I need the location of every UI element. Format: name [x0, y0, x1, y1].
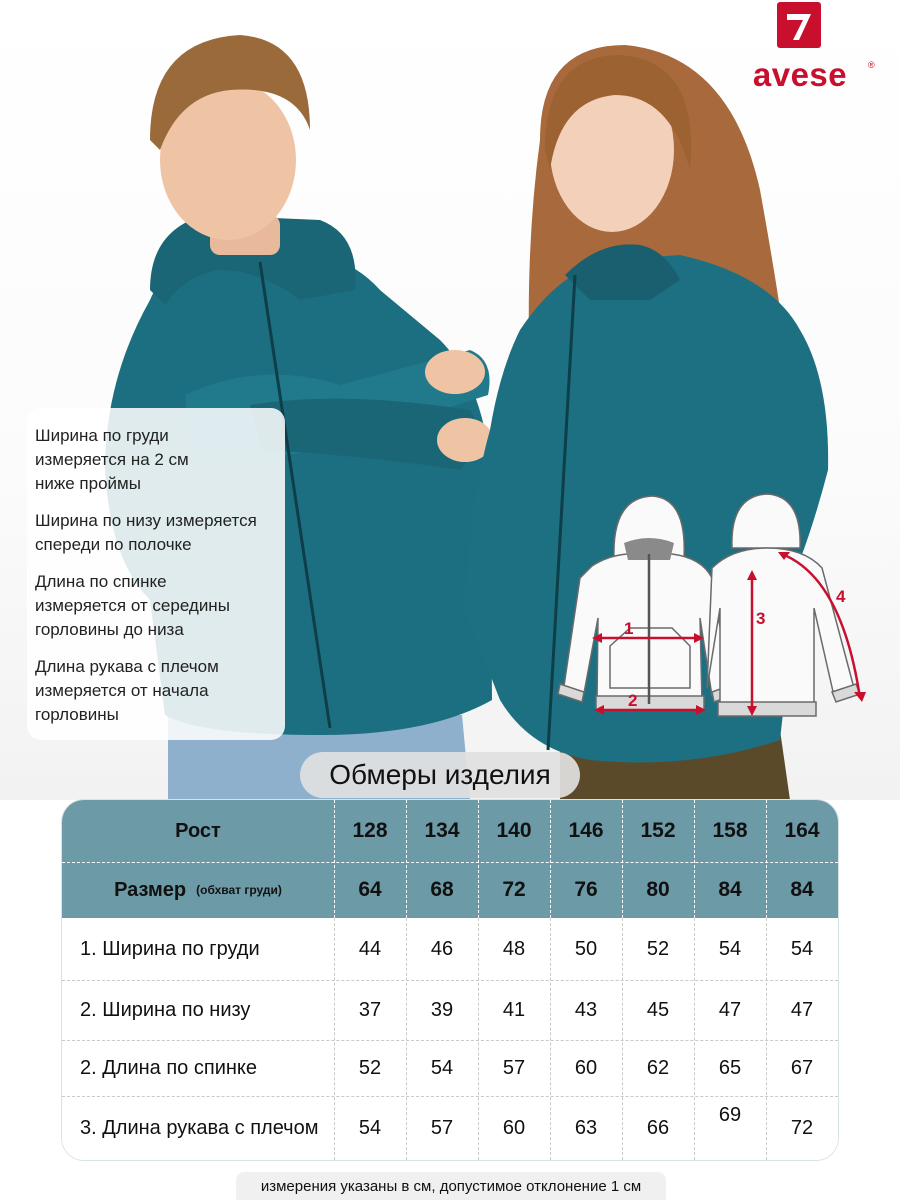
marker-2: 2 — [628, 691, 638, 710]
table-cell: 47 — [718, 998, 742, 1021]
grid-line — [694, 800, 695, 918]
hoodie-diagram-icon — [552, 488, 900, 738]
table-row — [62, 918, 838, 980]
table-cell: 37 — [358, 998, 382, 1021]
table-cell: 48 — [502, 937, 526, 960]
marker-3: 3 — [756, 609, 766, 628]
grid-line — [550, 800, 551, 918]
size-label: Размер — [114, 878, 187, 901]
row-label: 2. Длина по спинке — [80, 1056, 258, 1079]
grid-line — [694, 918, 695, 1160]
table-cell: 57 — [502, 1056, 526, 1079]
size-table — [62, 800, 838, 1160]
grid-line — [622, 800, 623, 918]
measurement-instructions — [27, 408, 285, 740]
instruction-hem: Ширина по низу измеряется спереди по полочке — [35, 511, 257, 554]
marker-1: 1 — [624, 619, 634, 638]
row-label: 1. Ширина по груди — [80, 937, 260, 960]
grid-line — [478, 800, 479, 918]
grid-line — [62, 1040, 838, 1041]
grid-line — [622, 918, 623, 1160]
table-row — [62, 1040, 838, 1096]
size-cell: 84 — [718, 878, 742, 901]
size-cell: 64 — [358, 878, 382, 901]
row-label: 2. Ширина по низу — [80, 998, 251, 1021]
table-row-size — [62, 862, 838, 918]
table-title-badge — [300, 752, 580, 798]
height-cell: 164 — [784, 819, 820, 842]
registered-mark: ® — [868, 60, 875, 70]
grid-line — [406, 918, 407, 1160]
table-cell: 54 — [790, 937, 814, 960]
grid-line — [62, 980, 838, 981]
grid-line — [334, 800, 335, 918]
table-cell: 52 — [646, 937, 670, 960]
table-cell: 46 — [430, 937, 454, 960]
height-cell: 128 — [352, 819, 388, 842]
marker-4: 4 — [836, 587, 846, 606]
table-cell: 54 — [718, 937, 742, 960]
table-cell: 45 — [646, 998, 670, 1021]
size-cell: 80 — [646, 878, 670, 901]
table-cell: 63 — [574, 1116, 598, 1139]
table-cell: 50 — [574, 937, 598, 960]
hoodie-schematic — [552, 488, 900, 738]
table-cell: 60 — [574, 1056, 598, 1079]
table-cell: 41 — [502, 998, 526, 1021]
grid-line — [334, 918, 335, 1160]
brand-logo — [720, 0, 880, 95]
table-cell: 47 — [790, 998, 814, 1021]
grid-line — [550, 918, 551, 1160]
table-cell: 60 — [502, 1116, 526, 1139]
grid-line — [478, 918, 479, 1160]
grid-line — [406, 800, 407, 918]
grid-line — [62, 862, 838, 863]
grid-line — [766, 800, 767, 918]
table-cell: 39 — [430, 998, 454, 1021]
grid-line — [62, 1096, 838, 1097]
size-note: (обхват груди) — [196, 883, 282, 897]
table-cell: 72 — [790, 1116, 814, 1139]
height-cell: 140 — [496, 819, 532, 842]
table-cell: 54 — [430, 1056, 454, 1079]
table-cell: 54 — [358, 1116, 382, 1139]
table-cell: 57 — [430, 1116, 454, 1139]
height-cell: 158 — [712, 819, 748, 842]
table-row — [62, 980, 838, 1040]
table-row-height — [62, 800, 838, 862]
row-label: 3. Длина рукава с плечом — [80, 1116, 319, 1139]
table-cell: 44 — [358, 937, 382, 960]
instruction-sleeve: Длина рукава с плечом измеряется от начала горловины — [35, 657, 219, 724]
size-cell: 84 — [790, 878, 814, 901]
brand-name: avese — [752, 56, 848, 93]
table-row — [62, 1096, 838, 1160]
height-label: Рост — [175, 819, 221, 842]
table-title: Обмеры изделия — [329, 759, 551, 790]
height-cell: 134 — [424, 819, 460, 842]
size-cell: 72 — [502, 878, 526, 901]
height-cell: 146 — [568, 819, 604, 842]
table-cell: 69 — [718, 1104, 742, 1126]
measurement-footnote: измерения указаны в см, допустимое отклонение 1 см — [236, 1172, 666, 1200]
instruction-back-length: Длина по спинке измеряется от середины горловины до низа — [35, 572, 230, 639]
size-cell: 76 — [574, 878, 598, 901]
table-cell: 62 — [646, 1056, 670, 1079]
table-cell: 43 — [574, 998, 598, 1021]
size-label-cell — [62, 862, 334, 918]
grid-line — [766, 918, 767, 1160]
table-cell: 65 — [718, 1056, 742, 1079]
height-cell: 152 — [640, 819, 676, 842]
size-cell: 68 — [430, 878, 454, 901]
table-cell: 52 — [358, 1056, 382, 1079]
logo-mark-icon — [777, 2, 821, 48]
table-cell: 67 — [790, 1056, 814, 1079]
instruction-chest: Ширина по груди измеряется на 2 см ниже проймы — [35, 426, 189, 493]
table-cell: 66 — [646, 1116, 670, 1139]
